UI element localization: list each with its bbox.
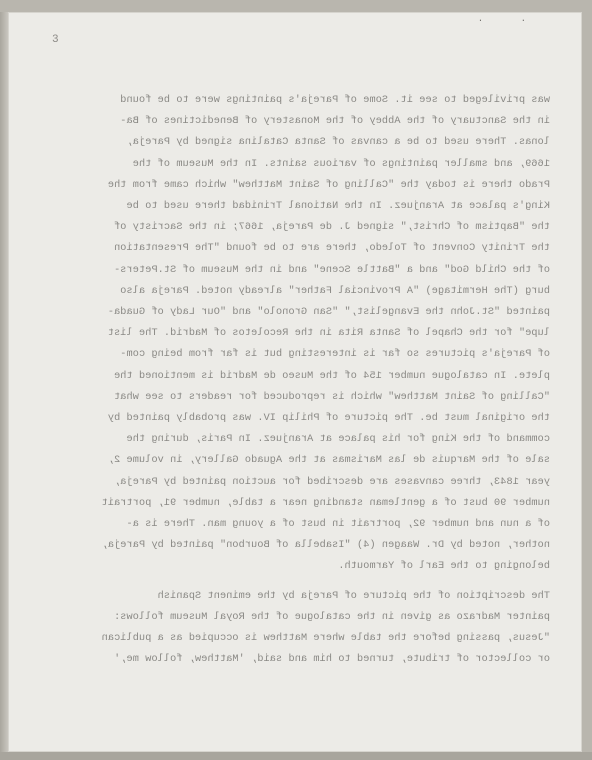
text-line: of a nun and number 92, portrait in bust of a young man. There is a- bbox=[126, 518, 550, 531]
text-line: year 1843, three canvases are described for auction painted by Pareja, bbox=[113, 475, 550, 488]
text-line: the "Baptism of Christ," signed J. de Pareja, 1667; in the Sacristy of bbox=[113, 221, 550, 234]
page-number: 3 bbox=[52, 34, 59, 46]
text-line: "Calling of Saint Matthew" which is reproduced for readers to see what bbox=[113, 390, 550, 403]
text-line: of Pareja's pictures so far is interesting but is far from being com- bbox=[120, 348, 550, 361]
text-line: painted "St.John the Evangelist," "San Gronolo" and "Our Lady of Guada- bbox=[107, 306, 550, 319]
text-line: 1669, and smaller paintings of various saints. In the Museum of the bbox=[132, 157, 550, 170]
text-line: in the Sanctuary of the Abbey of the Monastery of Benedictines of Ba- bbox=[120, 115, 550, 128]
mirrored-typewritten-text bbox=[50, 90, 550, 670]
text-line: King's palace at Aranjuez. In the National Trinidad there used to be bbox=[126, 200, 550, 213]
text-line: plete. In catalogue number 154 of the Museo de Madrid is mentioned the bbox=[113, 369, 550, 382]
text-line: or collector of tribute, turned to him and said, 'Matthew, follow me,' bbox=[113, 653, 550, 666]
page-edge-left bbox=[0, 12, 8, 752]
text-line: lupe" for the Chapel of Santa Rita in the Recoletos of Madrid. The list bbox=[107, 327, 550, 340]
paragraph-gap bbox=[50, 578, 550, 586]
text-line: "Jesus, passing before the table where Matthew is occupied as a publican bbox=[101, 632, 550, 645]
text-line: The description of the picture of Pareja by the eminent Spanish bbox=[157, 589, 550, 602]
text-line: lonas. There used to be a canvas of Santa Catalina signed by Pareja, bbox=[126, 136, 550, 149]
page-edge-bottom bbox=[0, 752, 592, 760]
text-line: of the Child God" and a "Battle Scene" and in the Museum of St.Peters- bbox=[113, 263, 550, 276]
text-line: command of the King for his palace at Aranjuez. In Paris, during the bbox=[126, 433, 550, 446]
text-line: painter Madrazo as given in the catalogue of the Royal Museum follows: bbox=[113, 610, 550, 623]
text-line: burg (The Hermitage) "A Provincial Father" already noted. Pareja also bbox=[120, 284, 550, 297]
text-line: sale of the Marquis de las Marismas at the Aguado Gallery, in volume 2, bbox=[107, 454, 550, 467]
text-line: Prado there is today the "Calling of Saint Matthew" which came from the bbox=[107, 178, 550, 191]
paper-specks: · · bbox=[477, 16, 542, 26]
text-line: the original must be. The picture of Philip IV. was probably painted by bbox=[107, 412, 550, 425]
text-line: was privileged to see it. Some of Pareja's paintings were to be found bbox=[120, 94, 550, 106]
text-line: nother, noted by Dr. Waagen (4) "Isabella of Bourbon" painted by Pareja, bbox=[101, 539, 550, 552]
text-line: number 90 bust of a gentleman standing near a table, number 91, portrait bbox=[101, 496, 550, 509]
text-line: the Trinity Convent of Toledo, there are to be found "The Presentation bbox=[113, 242, 550, 255]
text-line: belonging to the Earl of Yarmouth. bbox=[338, 560, 550, 573]
